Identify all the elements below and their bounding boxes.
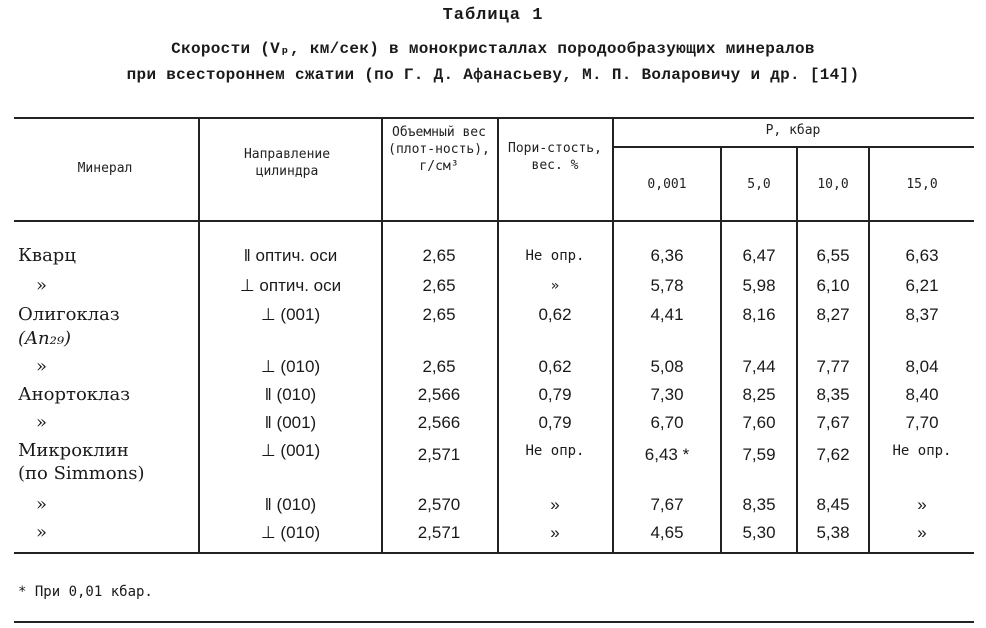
cell-v-10: 7,67 [816,413,850,432]
cell-v-0001: 6,43 * [644,445,690,464]
cell-mineral: Анортоклаз [18,384,131,405]
cell-v-15: 8,37 [905,305,939,324]
cell-v-0001: 6,70 [650,413,684,432]
cell-v-10: 7,62 [816,445,850,464]
cell-direction: ⊥ (010) [260,523,321,542]
cell-mineral: » [36,494,48,515]
cell-direction: ‖ (010) [264,385,317,404]
column-divider-3 [497,118,499,552]
cell-v-0001: 5,08 [650,357,684,376]
cell-direction: ‖ оптич. оси [243,246,338,265]
cell-porosity: Не опр. [525,443,585,459]
column-divider-6 [796,147,798,552]
cell-v-5: 8,16 [742,305,776,324]
column-divider-2 [381,118,383,552]
cell-porosity: » [550,278,560,294]
cell-density: 2,65 [422,246,456,265]
header-pressure-group: P, кбар [765,123,821,138]
cell-v-15: 8,40 [905,385,939,404]
cell-density: 2,571 [417,523,461,542]
cell-v-15: Не опр. [892,443,952,459]
header-p-10: 10,0 [817,177,849,192]
header-p-0001: 0,001 [647,177,687,192]
header-density: Объемный вес (плот-ность), г/см³ [388,125,490,174]
pressure-group-rule [612,146,974,148]
cell-mineral-note: (An₂₉) [18,328,72,349]
cell-v-0001: 7,67 [650,495,684,514]
cell-direction: ‖ (010) [264,495,317,514]
cell-direction: ⊥ (001) [260,441,321,460]
cell-porosity: 0,62 [538,357,572,376]
cell-mineral: » [36,275,48,296]
cell-v-5: 8,35 [742,495,776,514]
cell-density: 2,65 [422,276,456,295]
header-porosity: Пори-стость, вес. % [508,141,602,173]
cell-porosity: 0,62 [538,305,572,324]
cell-v-5: 6,47 [742,246,776,265]
cell-v-15: » [917,523,927,542]
cell-v-0001: 7,30 [650,385,684,404]
cell-mineral: » [36,522,48,543]
cell-v-10: 8,35 [816,385,850,404]
header-p-5: 5,0 [747,177,771,192]
column-divider-7 [868,147,870,552]
table-subtitle-line-1: Скороcти (Vₚ, км/сек) в монокристаллах породообразующих минералов [171,40,815,58]
cell-mineral: Олигоклаз [18,304,120,325]
cell-v-0001: 4,65 [650,523,684,542]
cell-v-15: 6,63 [905,246,939,265]
cell-v-10: 6,55 [816,246,850,265]
cell-v-10: 8,27 [816,305,850,324]
cell-v-10: 8,45 [816,495,850,514]
cell-v-0001: 4,41 [650,305,684,324]
cell-v-5: 5,30 [742,523,776,542]
cell-v-15: 8,04 [905,357,939,376]
header-p-15: 15,0 [906,177,938,192]
cell-density: 2,570 [417,495,461,514]
cell-v-5: 7,60 [742,413,776,432]
table-bottom-rule [14,552,974,554]
cell-mineral-note: (по Simmons) [18,463,145,484]
header-direction: Направление цилиндра [243,147,331,179]
cell-v-0001: 5,78 [650,276,684,295]
cell-v-5: 7,44 [742,357,776,376]
header-mineral: Минерал [77,161,133,176]
cell-porosity: Не опр. [525,248,585,264]
cell-porosity: » [550,523,560,542]
cell-v-10: 6,10 [816,276,850,295]
cell-mineral: Микроклин [18,440,129,461]
cell-density: 2,65 [422,357,456,376]
column-divider-1 [198,118,200,552]
cell-v-5: 7,59 [742,445,776,464]
cell-direction: ‖ (001) [264,413,317,432]
cell-v-5: 8,25 [742,385,776,404]
page-bottom-rule [14,621,974,623]
cell-density: 2,65 [422,305,456,324]
cell-porosity: 0,79 [538,413,572,432]
cell-v-10: 7,77 [816,357,850,376]
cell-direction: ⊥ (010) [260,357,321,376]
table-top-rule [14,117,974,119]
cell-v-10: 5,38 [816,523,850,542]
cell-mineral: » [36,356,48,377]
cell-v-15: 6,21 [905,276,939,295]
column-divider-5 [720,147,722,552]
cell-mineral: » [36,412,48,433]
cell-v-0001: 6,36 [650,246,684,265]
cell-density: 2,566 [417,413,461,432]
cell-mineral: Кварц [18,245,76,266]
cell-density: 2,566 [417,385,461,404]
cell-density: 2,571 [417,445,461,464]
cell-v-15: 7,70 [905,413,939,432]
table-subtitle-line-2: при всестороннем сжатии (по Г. Д. Афанасьеву, М. П. Воларовичу и др. [14]) [126,66,860,84]
cell-porosity: 0,79 [538,385,572,404]
cell-v-15: » [917,495,927,514]
header-bottom-rule [14,220,974,222]
cell-direction: ⊥ (001) [260,305,321,324]
table-footnote: * При 0,01 кбар. [18,584,153,600]
cell-direction: ⊥ оптич. оси [239,276,342,295]
table-title: Таблица 1 [442,6,544,25]
cell-v-5: 5,98 [742,276,776,295]
cell-porosity: » [550,495,560,514]
